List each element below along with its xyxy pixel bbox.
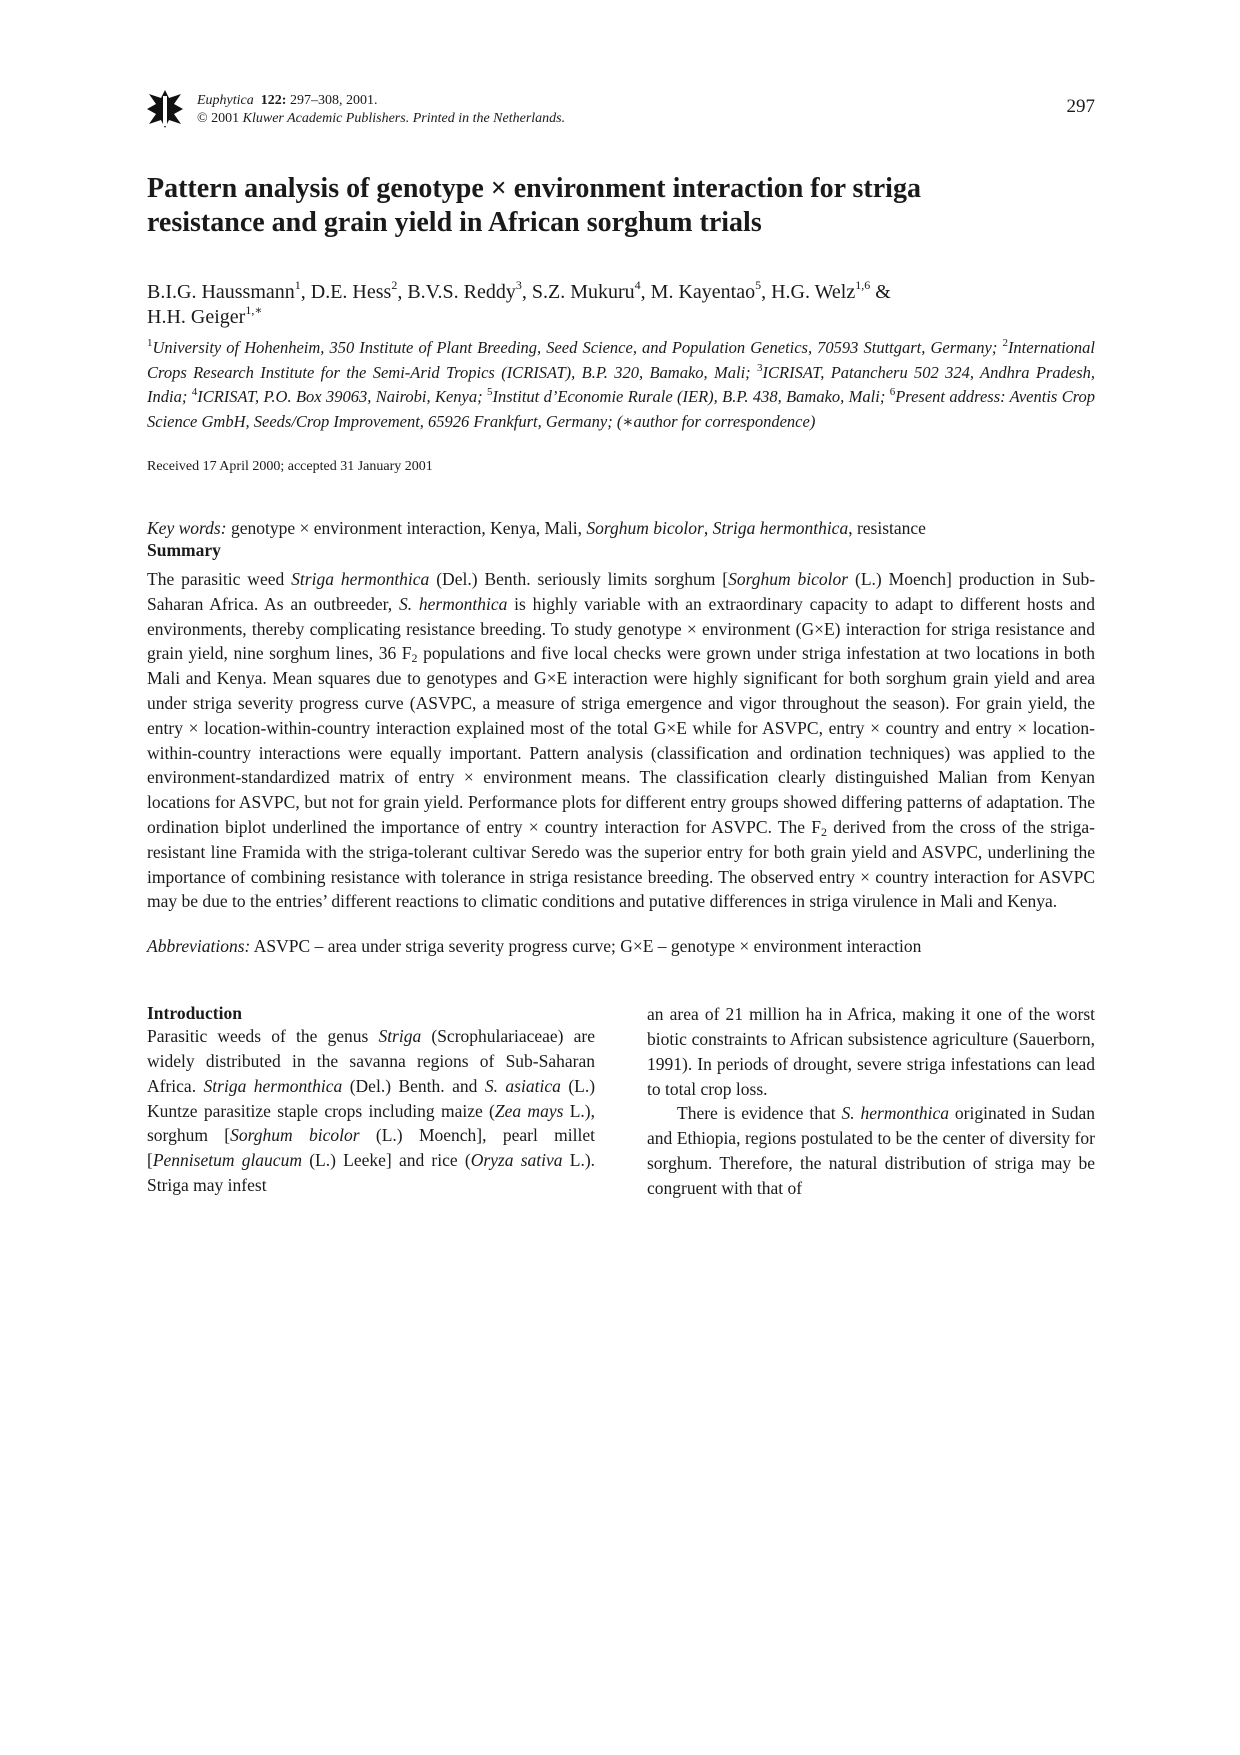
journal-header (147, 88, 1095, 130)
text-run: is highly variable with an extraordinary capacity to adapt to different hosts and environments, thereby complicating resistance breeding. To study genotype × environment (G×E) interaction for striga resistance and grain yield, nine sorghum lines, 36 F (147, 593, 1096, 664)
keyword-species: Sorghum bicolor (586, 518, 704, 538)
species-name: S. hermonthica (398, 593, 508, 614)
author-affil-mark: 1,6 (855, 278, 871, 292)
journal-name: Euphytica (197, 93, 254, 108)
author: S.Z. Mukuru (531, 281, 635, 303)
affiliation: ICRISAT, P.O. Box 39063, Nairobi, Kenya; (197, 387, 483, 406)
species-name: Striga (378, 1026, 422, 1047)
affiliation: University of Hohenheim, 350 Institute of Plant Breeding, Seed Science, and Population Genetics, 70593 Stuttgart, Germany; (152, 338, 998, 357)
text-run: (Scrophulariaceae) are widely distributed in the savanna regions of Sub-Saharan Africa. (147, 1026, 596, 1096)
author-affil-mark: 3 (515, 278, 522, 292)
text-run: The parasitic weed (147, 569, 285, 589)
journal-citation (197, 92, 565, 128)
summary-heading: Summary (147, 540, 221, 560)
keywords: Key words: genotype × environment interaction, Kenya, Mali, Sorghum bicolor, Striga hermonthica, resistance (147, 518, 926, 538)
received-dates: Received 17 April 2000; accepted 31 January 2001 (147, 459, 433, 474)
copyright: © 2001 (197, 111, 240, 126)
keywords-label: Key words: (147, 518, 227, 538)
species-name: Sorghum bicolor (230, 1125, 360, 1146)
abbreviations-text: ASVPC – area under striga severity progress curve; G×E – genotype × environment interaction (253, 936, 922, 957)
paper-page (147, 88, 1095, 1242)
intro-paragraph: an area of 21 million ha in Africa, making it one of the worst biotic constraints to African subsistence agriculture (Sauerborn, 1991). In periods of drought, severe striga infestations can lead to total crop loss. (647, 1004, 1095, 1099)
author-affil-mark: 2 (391, 278, 398, 292)
keywords-text: resistance (856, 518, 926, 538)
text-run: (L.) Leeke] and rice ( (309, 1150, 471, 1171)
author-affil-mark: 4 (634, 278, 641, 292)
text-run: L.), sorghum [ (147, 1100, 595, 1146)
affiliations (147, 336, 1095, 434)
affil-mark: 2 (1002, 337, 1008, 349)
subscript: 2 (411, 651, 418, 666)
paper-title: Pattern analysis of genotype × environment interaction for striga resistance and grain yield in African sorghum trials (147, 173, 921, 238)
species-name: Sorghum bicolor (728, 569, 849, 589)
author-affil-mark: 1,∗ (245, 303, 263, 317)
author-list: B.I.G. Haussmann$^1$, D.E. Hess$^2$, B.V.S. Reddy$^3$, S.Z. Mukuru$^4$, M. Kayentao$^5$, H.G. Welz$^{1,6}$ & H.H. Geiger$^{1,∗}$ (147, 278, 891, 328)
abbreviations (147, 935, 1095, 957)
text-run: L.). Striga may infest (147, 1150, 596, 1195)
species-name: Oryza sativa (470, 1150, 563, 1171)
journal-pages: 297–308, 2001. (289, 93, 378, 108)
author: H.G. Welz (771, 281, 856, 303)
species-name: S. hermonthica (841, 1103, 949, 1124)
subscript: 2 (821, 824, 827, 839)
page-number: 297 (1066, 96, 1095, 117)
affil-mark: 5 (487, 386, 493, 398)
keywords-text: genotype × environment interaction, Kenya, Mali, (230, 518, 582, 538)
affil-mark: 6 (889, 386, 896, 398)
body-columns (147, 1002, 1095, 1242)
species-name: Pennisetum glaucum (152, 1150, 302, 1171)
summary-paragraph (147, 567, 1095, 914)
text-run: originated in Sudan and Ethiopia, regions postulated to be the center of diversity for sorghum. Therefore, the natural distribution of striga may be congruent with that of (647, 1103, 1095, 1198)
abbreviations-label: Abbreviations: (147, 936, 251, 957)
affil-mark: 1 (147, 337, 153, 349)
journal-volume: 122: (260, 93, 287, 108)
text-run: derived from the cross of the striga-resistant line Framida with the striga-tolerant cultivar Seredo was the superior entry for both grain yield and ASVPC, underlining the importance of combining resistance with tolerance in striga resistance breeding. The observed entry × country interaction for ASVPC may be due to the entries’ different reactions to climatic conditions and putative differences in striga virulence in Mali and Kenya. (147, 816, 1095, 912)
affiliation: Present address: Aventis Crop Science GmbH, Seeds/Crop Improvement, 65926 Frankfurt, Germany; (∗author for correspondence) (147, 387, 1096, 431)
text-run: populations and five local checks were grown under striga infestation at two locations in both Mali and Kenya. Mean squares due to genotypes and G×E interaction were highly significant for both sorghum grain yield and area under striga severity progress curve (ASVPC, a measure of striga emergence and vigor throughout the season). For grain yield, the entry × location-within-country interaction explained most of the total G×E while for ASVPC, entry × country and entry × location-within-country interactions were equally important. Pattern analysis (classification and ordination techniques) was applied to the environment-standardized matrix of entry × environment means. The classification clearly distinguished Malian from Kenyan locations for ASVPC, but not for grain yield. Performance plots for different entry groups showed differing patterns of adaptation. The ordination biplot underlined the importance of entry × country interaction for ASVPC. The F (147, 643, 1096, 837)
species-name: Striga hermonthica (203, 1075, 343, 1096)
author: D.E. Hess (310, 281, 392, 303)
author: B.I.G. Haussmann (147, 281, 295, 303)
species-name: S. asiatica (484, 1075, 561, 1096)
publisher: Kluwer Academic Publishers. Printed in the Netherlands. (242, 111, 566, 126)
intro-paragraph (647, 1101, 1095, 1200)
text-run: Parasitic weeds of the genus (147, 1026, 369, 1047)
left-column (147, 1002, 595, 1198)
affiliation: ICRISAT, Patancheru 502 324, Andhra Pradesh, India; (147, 362, 1095, 406)
author-affil-mark: 1 (294, 278, 301, 292)
text-run: (L.) Moench] production in Sub-Saharan Africa. As an outbreeder, (147, 569, 1096, 614)
author: M. Kayentao (650, 281, 756, 303)
species-name: Zea mays (494, 1100, 564, 1121)
affil-mark: 3 (757, 361, 763, 374)
text-run: There is evidence that (677, 1103, 836, 1124)
author-affil-mark: 5 (755, 278, 762, 292)
text-run: (L.) Moench], pearl millet [ (147, 1125, 595, 1171)
right-column (647, 1002, 1095, 1200)
publisher-logo-icon (147, 88, 183, 130)
species-name: Striga hermonthica (291, 569, 430, 589)
affiliation: International Crops Research Institute for the Semi-Arid Tropics (ICRISAT), B.P. 320, Bamako, Mali; (147, 338, 1096, 382)
text-run: (Del.) Benth. and (349, 1075, 478, 1096)
text-run: (L.) Kuntze parasitize staple crops including maize ( (147, 1075, 596, 1121)
author: B.V.S. Reddy (407, 281, 516, 303)
text-run: (Del.) Benth. seriously limits sorghum [ (436, 569, 729, 589)
keyword-species: Striga hermonthica (712, 518, 849, 538)
introduction-heading: Introduction (147, 1003, 242, 1024)
author: H.H. Geiger (147, 306, 246, 328)
affiliation: Institut d’Economie Rurale (IER), B.P. 438, Bamako, Mali; (492, 387, 886, 406)
intro-paragraph (147, 1024, 595, 1198)
affil-mark: 4 (191, 386, 198, 398)
